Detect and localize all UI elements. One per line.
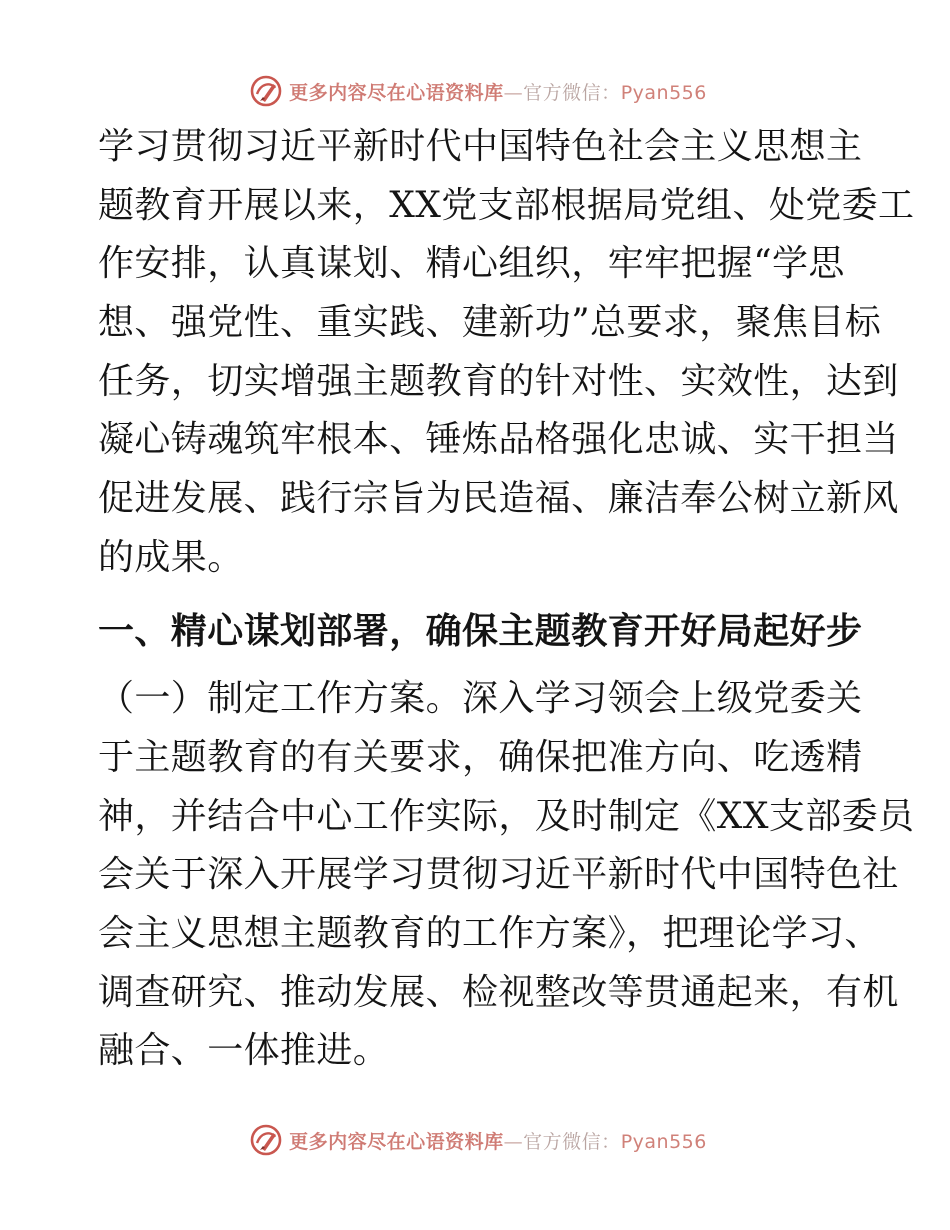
- subsection-line: 融合、一体推进。: [98, 1030, 390, 1072]
- subsection-line: 神，并结合中心工作实际，及时制定《XX支部委员: [98, 795, 915, 837]
- subsection-line: 于主题教育的有关要求，确保把准方向、吃透精: [98, 736, 863, 778]
- watermark-wechat-id: Pyan556: [620, 81, 707, 104]
- watermark-title: 更多内容尽在心语资料库: [289, 81, 504, 104]
- spacer: [98, 588, 858, 602]
- intro-line: 题教育开展以来，XX党支部根据局党组、处党委工: [98, 184, 915, 226]
- intro-line: 凝心铸魂筑牢根本、锤炼品格强化忠诚、实干担当: [98, 419, 899, 461]
- subsection-line: 会主义思想主题教育的工作方案》，把理论学习、: [98, 912, 881, 954]
- intro-line: 促进发展、践行宗旨为民造福、廉洁奉公树立新风: [98, 478, 899, 520]
- spacer: [98, 660, 858, 670]
- watermark-wechat-label: 官方微信：: [523, 1130, 621, 1153]
- subsection-paragraph: [98, 670, 915, 1081]
- watermark-logo-icon: [249, 1123, 283, 1157]
- watermark-text: [289, 78, 707, 105]
- intro-line: 作安排，认真谋划、精心组织，牢牢把握“学思: [98, 243, 845, 285]
- intro-line: 想、强党性、重实践、建新功”总要求，聚焦目标: [98, 302, 882, 344]
- watermark-dash: —: [503, 1130, 524, 1153]
- watermark-logo-icon: [249, 74, 283, 108]
- watermark-banner-top: [0, 71, 950, 111]
- watermark-group: [249, 1123, 707, 1157]
- intro-line: 任务，切实增强主题教育的针对性、实效性，达到: [98, 360, 899, 402]
- document-body: [98, 118, 915, 1081]
- subsection-line: 调查研究、推动发展、检视整改等贯通起来，有机: [98, 971, 899, 1013]
- watermark-dash: —: [503, 81, 524, 104]
- watermark-text: [289, 1127, 707, 1154]
- intro-paragraph: [98, 118, 915, 588]
- watermark-title: 更多内容尽在心语资料库: [289, 1130, 504, 1153]
- intro-line: 学习贯彻习近平新时代中国特色社会主义思想主: [98, 126, 863, 167]
- subsection-line: 会关于深入开展学习贯彻习近平新时代中国特色社: [98, 854, 899, 896]
- section-heading: 一、精心谋划部署，确保主题教育开好局起好步: [98, 609, 863, 652]
- intro-line: 的成果。: [98, 536, 244, 578]
- watermark-group: [249, 74, 707, 108]
- watermark-wechat-label: 官方微信：: [523, 81, 621, 104]
- watermark-banner-bottom: [0, 1120, 950, 1160]
- subsection-line: （一）制定工作方案。深入学习领会上级党委关: [98, 678, 863, 720]
- watermark-wechat-id: Pyan556: [620, 1130, 707, 1153]
